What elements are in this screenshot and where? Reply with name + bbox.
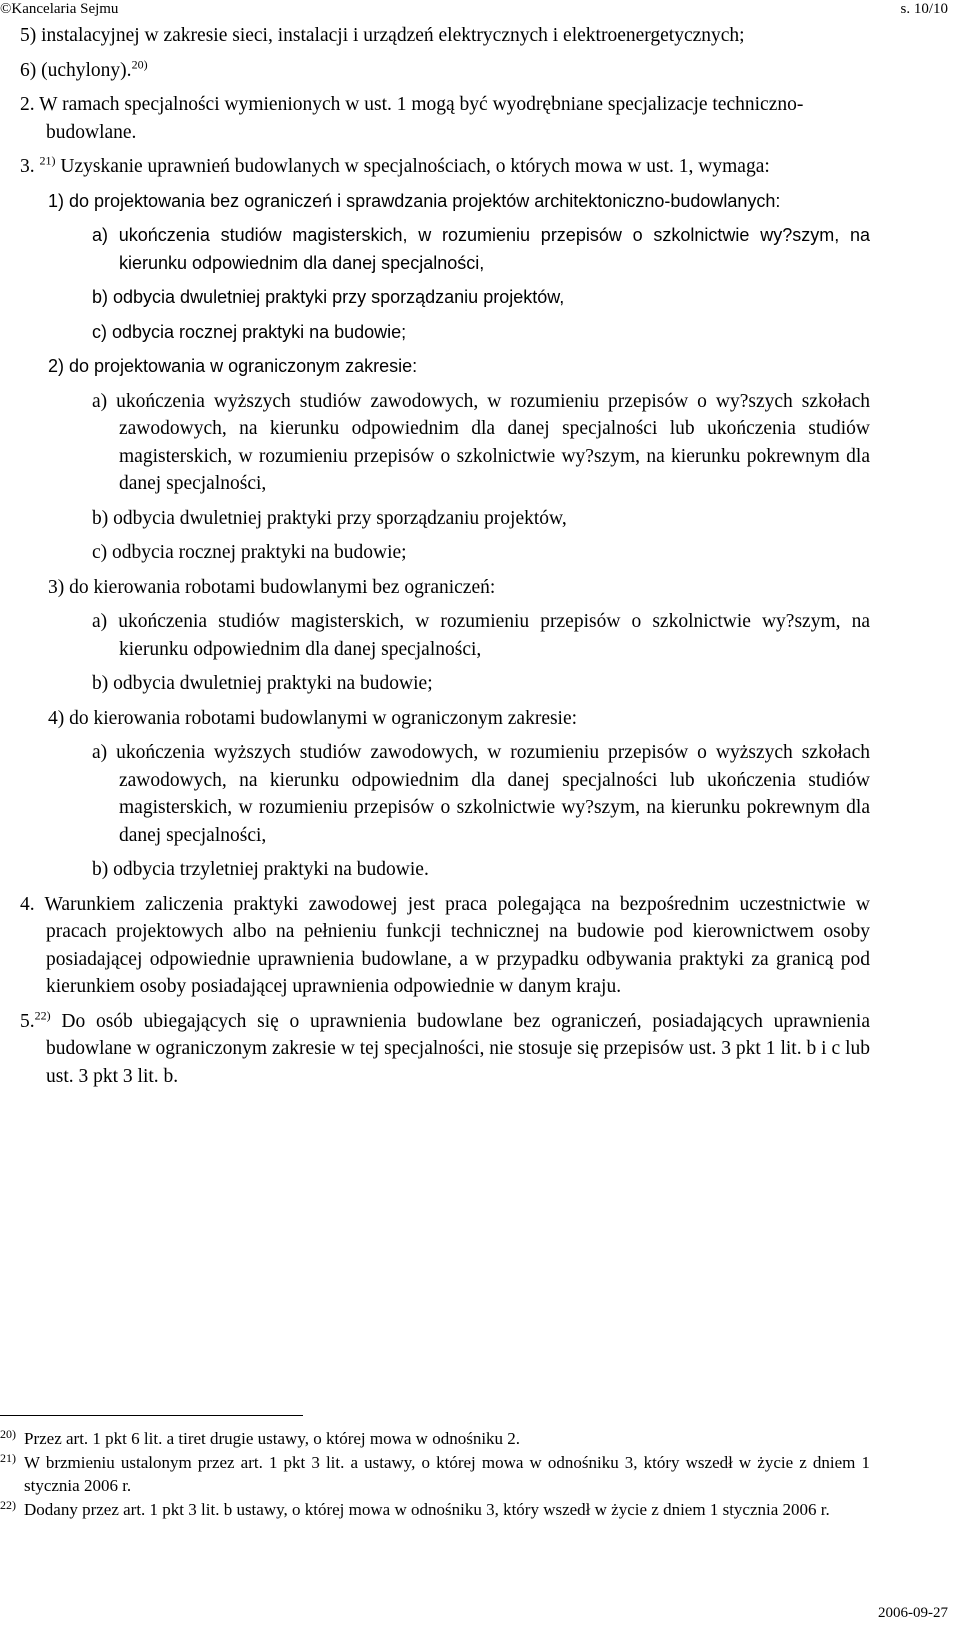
- ust-3: 3. $^{21)}$ Uzyskanie uprawnień budowlanych w specjalnościach, o których mowa w ust. 1, wymaga:: [20, 153, 770, 177]
- item-1-a: a) ukończenia studiów magisterskich, w rozumieniu przepisów o szkolnictwie wy?szym, na kierunku odpowiednim dla danej specjalności,: [92, 225, 870, 273]
- footnotes: [0, 1427, 870, 1522]
- item-2-c: c) odbycia rocznej praktyki na budowie;: [92, 542, 407, 563]
- document-date: 2006-09-27: [878, 1605, 948, 1621]
- footnote-ref-22: 22): [34, 1008, 51, 1022]
- footnote-21: 21) W brzmieniu ustalonym przez art. 1 pkt 3 lit. a ustawy, o której mowa w odnośniku 3, który wszedł w życie z dniem 1 stycznia 2006 r.: [0, 1451, 870, 1495]
- item-3-b: b) odbycia dwuletniej praktyki na budowie;: [92, 673, 433, 694]
- ust-2: 2. W ramach specjalności wymienionych w ust. 1 mogą być wyodrębniane specjalizacje techniczno-budowlane.: [20, 94, 804, 143]
- footnote-separator: [0, 1415, 303, 1416]
- ust-4: 4. Warunkiem zaliczenia praktyki zawodowej jest praca polegająca na bezpośrednim uczestnictwie w pracach projektowych albo na pełnieniu funkcji technicznej na budowie pod kierownictwem osoby posiadającej odpowiednie uprawnienia budowlane, a w przypadku odbywania praktyki za granicą pod kierunkiem osoby posiadającej uprawnienia odpowiednie w danym kraju.: [20, 893, 870, 997]
- item-2-title: 2) do projektowania w ograniczonym zakresie:: [48, 356, 418, 376]
- document-body: [0, 22, 960, 1097]
- item-1-b: b) odbycia dwuletniej praktyki przy sporządzaniu projektów,: [92, 287, 565, 307]
- publisher-label: ©Kancelaria Sejmu: [0, 1, 119, 17]
- footnote-22: 22) Dodany przez art. 1 pkt 3 lit. b ustawy, o której mowa w odnośniku 3, który wszedł w życie z dniem 1 stycznia 2006 r.: [0, 1498, 830, 1519]
- point-5-instalacyjnej: 5) instalacyjnej w zakresie sieci, instalacji i urządzeń elektrycznych i elektroenergetycznych;: [20, 25, 745, 46]
- footnote-ref-20: 20): [131, 57, 148, 71]
- item-2-b: b) odbycia dwuletniej praktyki przy sporządzaniu projektów,: [92, 507, 567, 529]
- ust-5: 5.$^{22)}$ Do osób ubiegających się o uprawnienia budowlane bez ograniczeń, posiadających uprawnienia budowlane w ograniczonym zakresie w tej specjalności, nie stosuje się przepisów ust. 3 pkt 1 lit. b i c lub ust. 3 pkt 3 lit. b.: [20, 1008, 870, 1087]
- item-4-b: b) odbycia trzyletniej praktyki na budowie.: [92, 859, 429, 880]
- page-header: [0, 0, 960, 18]
- item-1-c: c) odbycia rocznej praktyki na budowie;: [92, 321, 407, 342]
- item-4-title: 4) do kierowania robotami budowlanymi w ograniczonym zakresie:: [48, 707, 578, 729]
- item-2-a: a) ukończenia wyższych studiów zawodowych, w rozumieniu przepisów o wy?szych szkołach zawodowych, na kierunku odpowiednim dla danej specjalności lub ukończenia studiów magisterskich, w rozumieniu przepisów o szkolnictwie wy?szym, na kierunku pokrewnym dla danej specjalności,: [92, 390, 870, 494]
- item-4-a: a) ukończenia wyższych studiów zawodowych, w rozumieniu przepisów o wyższych szkołach zawodowych, na kierunku odpowiednim dla danej specjalności lub ukończenia studiów magisterskich, w rozumieniu przepisów o szkolnictwie wy?szym, na kierunku pokrewnym dla danej specjalności,: [92, 742, 870, 846]
- page-number: s. 10/10: [900, 1, 948, 17]
- footnote-20: 20) Przez art. 1 pkt 6 lit. a tiret drugie ustawy, o której mowa w odnośniku 2.: [0, 1427, 521, 1448]
- footnote-ref-21: 21): [39, 153, 56, 168]
- item-3-title: 3) do kierowania robotami budowlanymi bez ograniczeń:: [48, 576, 496, 598]
- item-1-title: 1) do projektowania bez ograniczeń i sprawdzania projektów architektoniczno-budowlanych:: [48, 190, 781, 211]
- item-3-a: a) ukończenia studiów magisterskich, w rozumieniu przepisów o szkolnictwie wy?szym, na kierunku odpowiednim dla danej specjalności,: [92, 611, 870, 660]
- point-6-uchylony: 6) (uchylony).$^{20)}$: [20, 57, 148, 81]
